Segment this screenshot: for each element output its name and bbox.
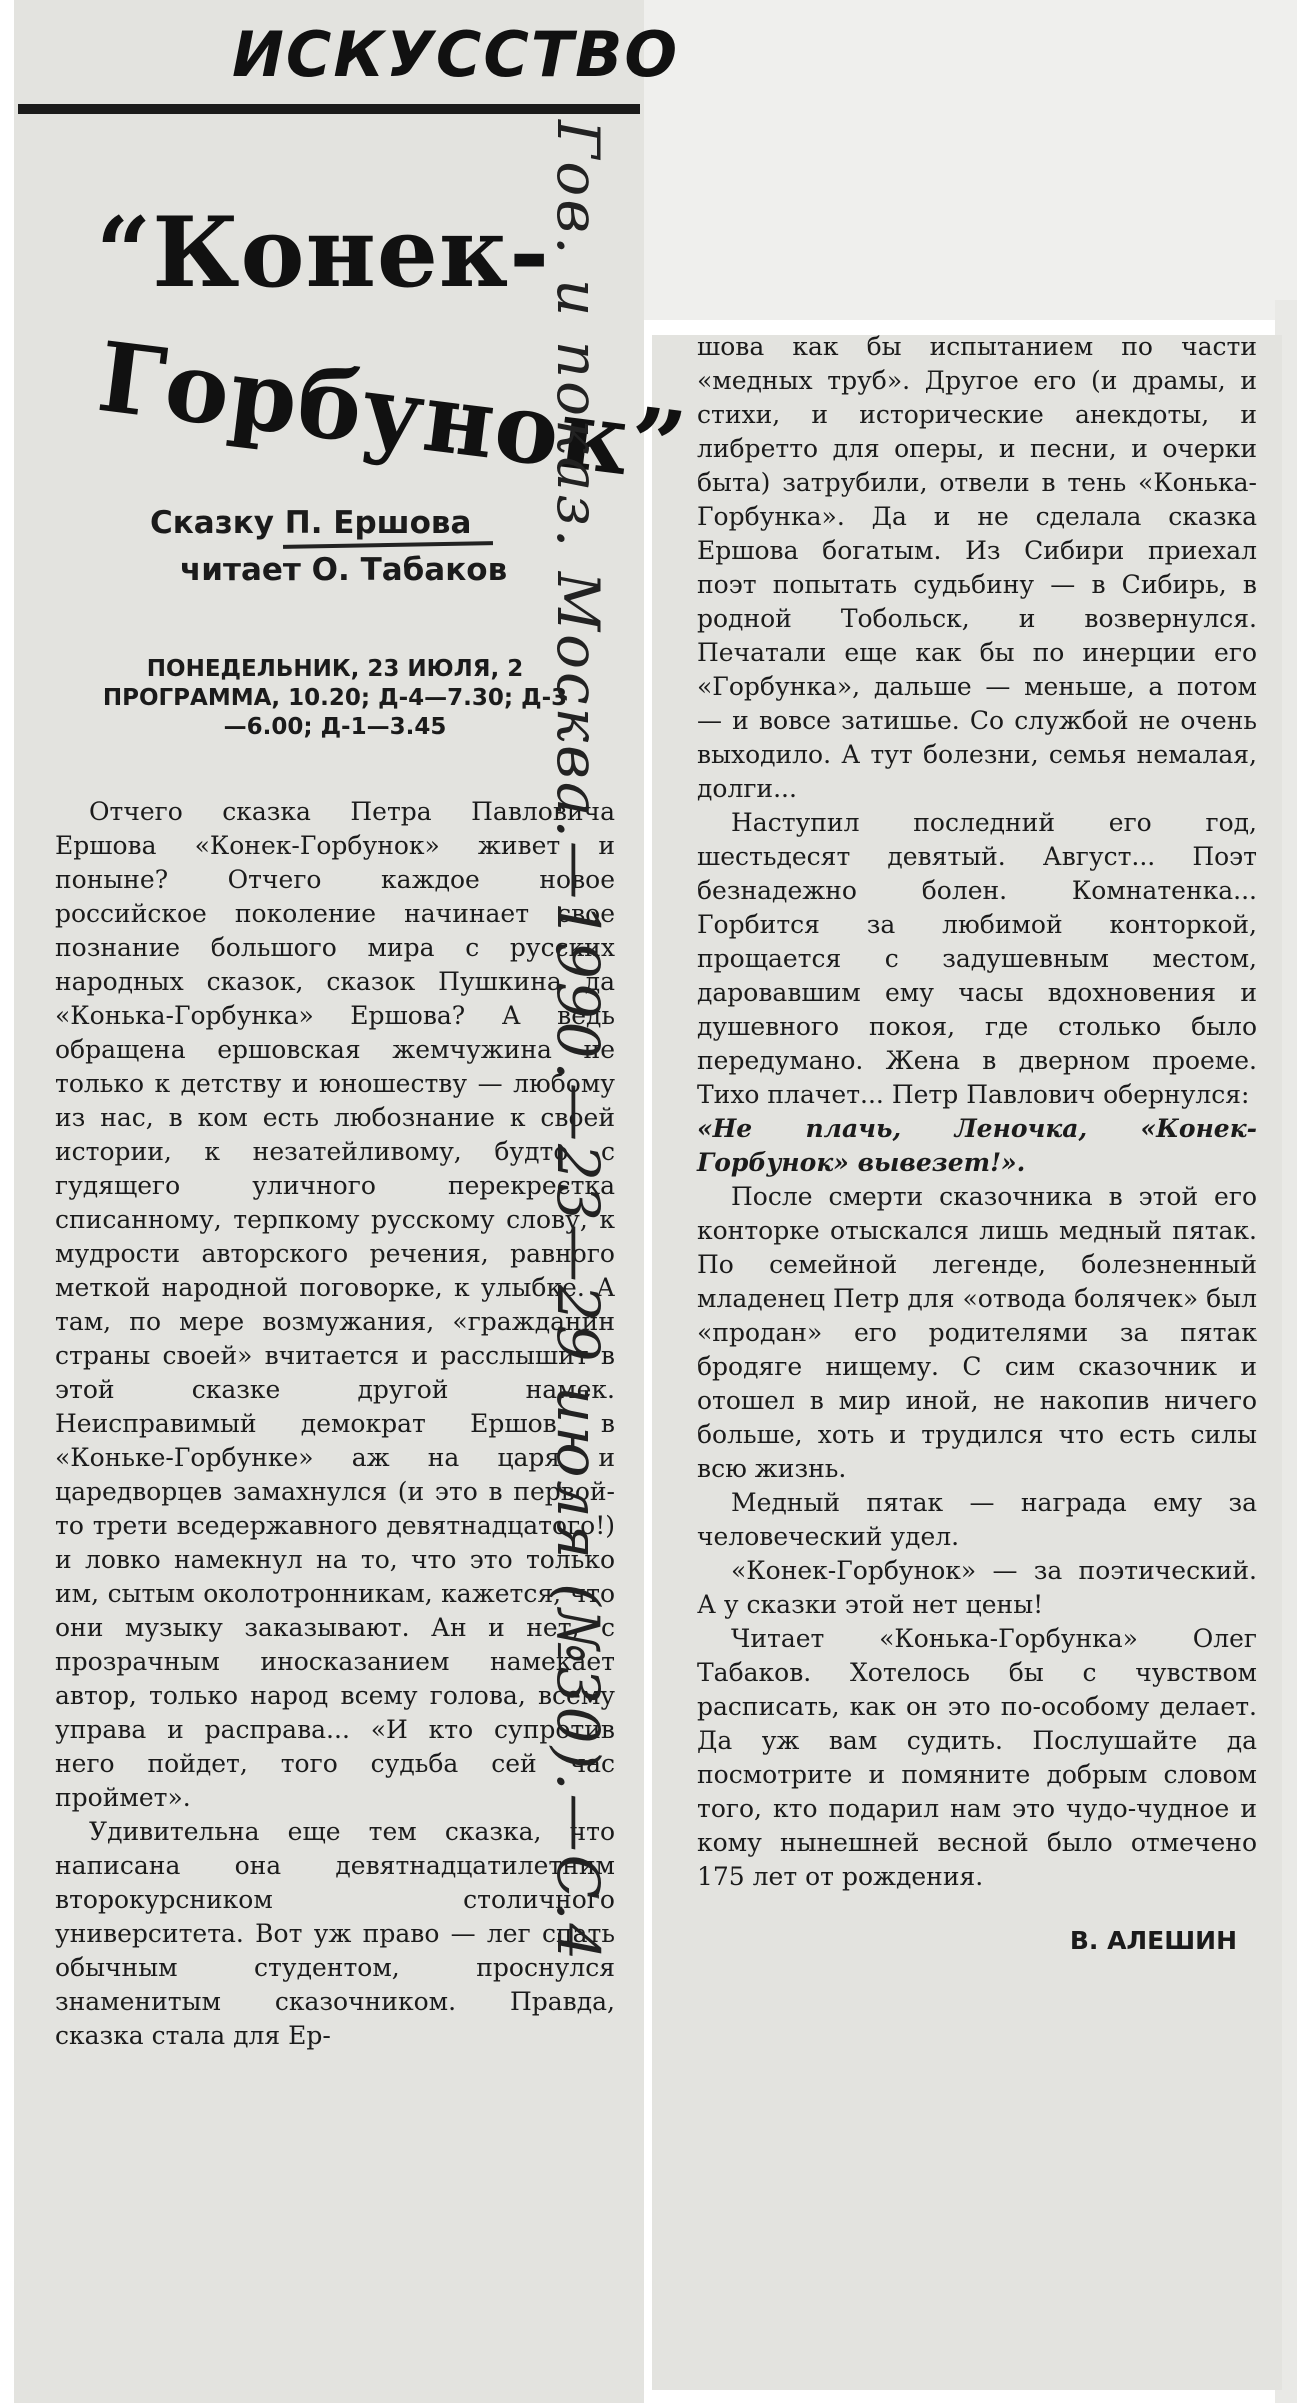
article-paragraph: После смерти сказочника в этой его конторке отыскался лишь медный пятак. По семейной легенде, болезненный младенец Петр для «отвода болячек» был «продан» его родителями за пятак бродяге нищему. С сим сказочник и отошел в мир иной, не накопив ничего больше, хоть и трудился что есть силы всю жизнь.	[697, 1182, 1257, 1483]
subtitle-reader: читает О. Табаков	[180, 552, 508, 588]
broadcast-schedule: ПОНЕДЕЛЬНИК, 23 ИЮЛЯ, 2 ПРОГРАММА, 10.20; Д-4—7.30; Д-3—6.00; Д-1—3.45	[102, 656, 568, 740]
article-column-left	[55, 795, 615, 2053]
article-paragraph-continued: шова как бы испытанием по части «медных труб». Другое его (и драмы, и стихи, и исторические анекдоты, и либретто для оперы, и песни, и очерки быта) затрубили, отвели в тень «Конька-Горбунка». Да и не сделала сказка Ершова богатым. Из Сибири приехал поэт попытать судьбину — в Сибирь, в родной Тобольск, и возвернулся. Печатали еще как бы по инерции его «Горбунка», дальше — меньше, а потом — и вовсе затишье. Со службой не очень выходило. А тут болезни, семья немалая, долги...	[697, 332, 1257, 803]
article-paragraph: «Конек-Горбунок» — за поэтический. А у сказки этой нет цены!	[697, 1556, 1257, 1619]
title-line-2: Горбунок”	[92, 320, 693, 505]
author-signature: В. АЛЕШИН	[1069, 1926, 1237, 1955]
article-paragraph: Удивительна еще тем сказка, что написана она девятнадцатилетним второкурсником столичного университета. Вот уж право — лег спать обычным студентом, проснулся знаменитым сказочником. Правда, сказка стала для Ер-	[55, 1817, 615, 2050]
article-paragraph: Читает «Конька-Горбунка» Олег Табаков. Хотелось бы с чувством расписать, как он это по-особому делает. Да уж вам судить. Послушайте да посмотрите и помяните добрым словом того, кто подарил нам это чудо-чудное и кому нынешней весной было отмечено 175 лет от рождения.	[697, 1624, 1257, 1891]
subtitle-author: Сказку П. Ершова	[150, 505, 472, 541]
article-quote: «Не плачь, Леночка, «Конек-Горбунок» вывезет!».	[697, 1114, 1257, 1177]
article-column-right	[697, 330, 1257, 1958]
title-line-1: “Конек-	[96, 196, 551, 309]
header-rule	[18, 104, 640, 114]
article-paragraph: Отчего сказка Петра Павловича Ершова «Конек-Горбунок» живет и поныне? Отчего каждое новое российское поколение начинает свое познание большого мира с русских народных сказок, сказок Пушкина да «Конька-Горбунка» Ершова? А ведь обращена ершовская жемчужина не только к детству и юношеству — любому из нас, в ком есть любознание к своей истории, к незатейливому, будто с гудящего уличного перекрестка списанному, терпкому русскому слову, к мудрости авторского речения, равного меткой народной поговорке, к улыбке. А там, по мере возмужания, «гражданин страны своей» вчитается и расслышит в этой сказке другой намек. Неисправимый демократ Ершов в «Коньке-Горбунке» аж на царя и царедворцев замахнулся (и это в первой-то трети вседержавного девятнадцатого!) и ловко намекнул на то, что это только им, сытым околотронникам, кажется, что они музыку заказывают. Ан и нет, с прозрачным иносказанием намекает автор, только народ всему голова, всему управа и расправа... «И кто супротив него пойдет, того судьба сей час проймет».	[55, 797, 615, 1812]
article-paragraph: Наступил последний его год, шестьдесят девятый. Август... Поэт безнадежно болен. Комнатенка... Горбится за любимой конторкой, прощается с задушевным местом, даровавшим ему часы вдохновения и душевного покоя, где столько было передумано. Жена в дверном проеме. Тихо плачет... Петр Павлович обернулся:	[697, 808, 1257, 1109]
section-rubric: ИСКУССТВО	[232, 18, 680, 91]
article-paragraph: Медный пятак — награда ему за человеческий удел.	[697, 1488, 1257, 1551]
handwritten-source-note: Гов. и показ. Москва.—1990.—23—29 июля (№30).—С.4	[544, 120, 612, 1964]
adjacent-clipping-background	[640, 0, 1297, 320]
